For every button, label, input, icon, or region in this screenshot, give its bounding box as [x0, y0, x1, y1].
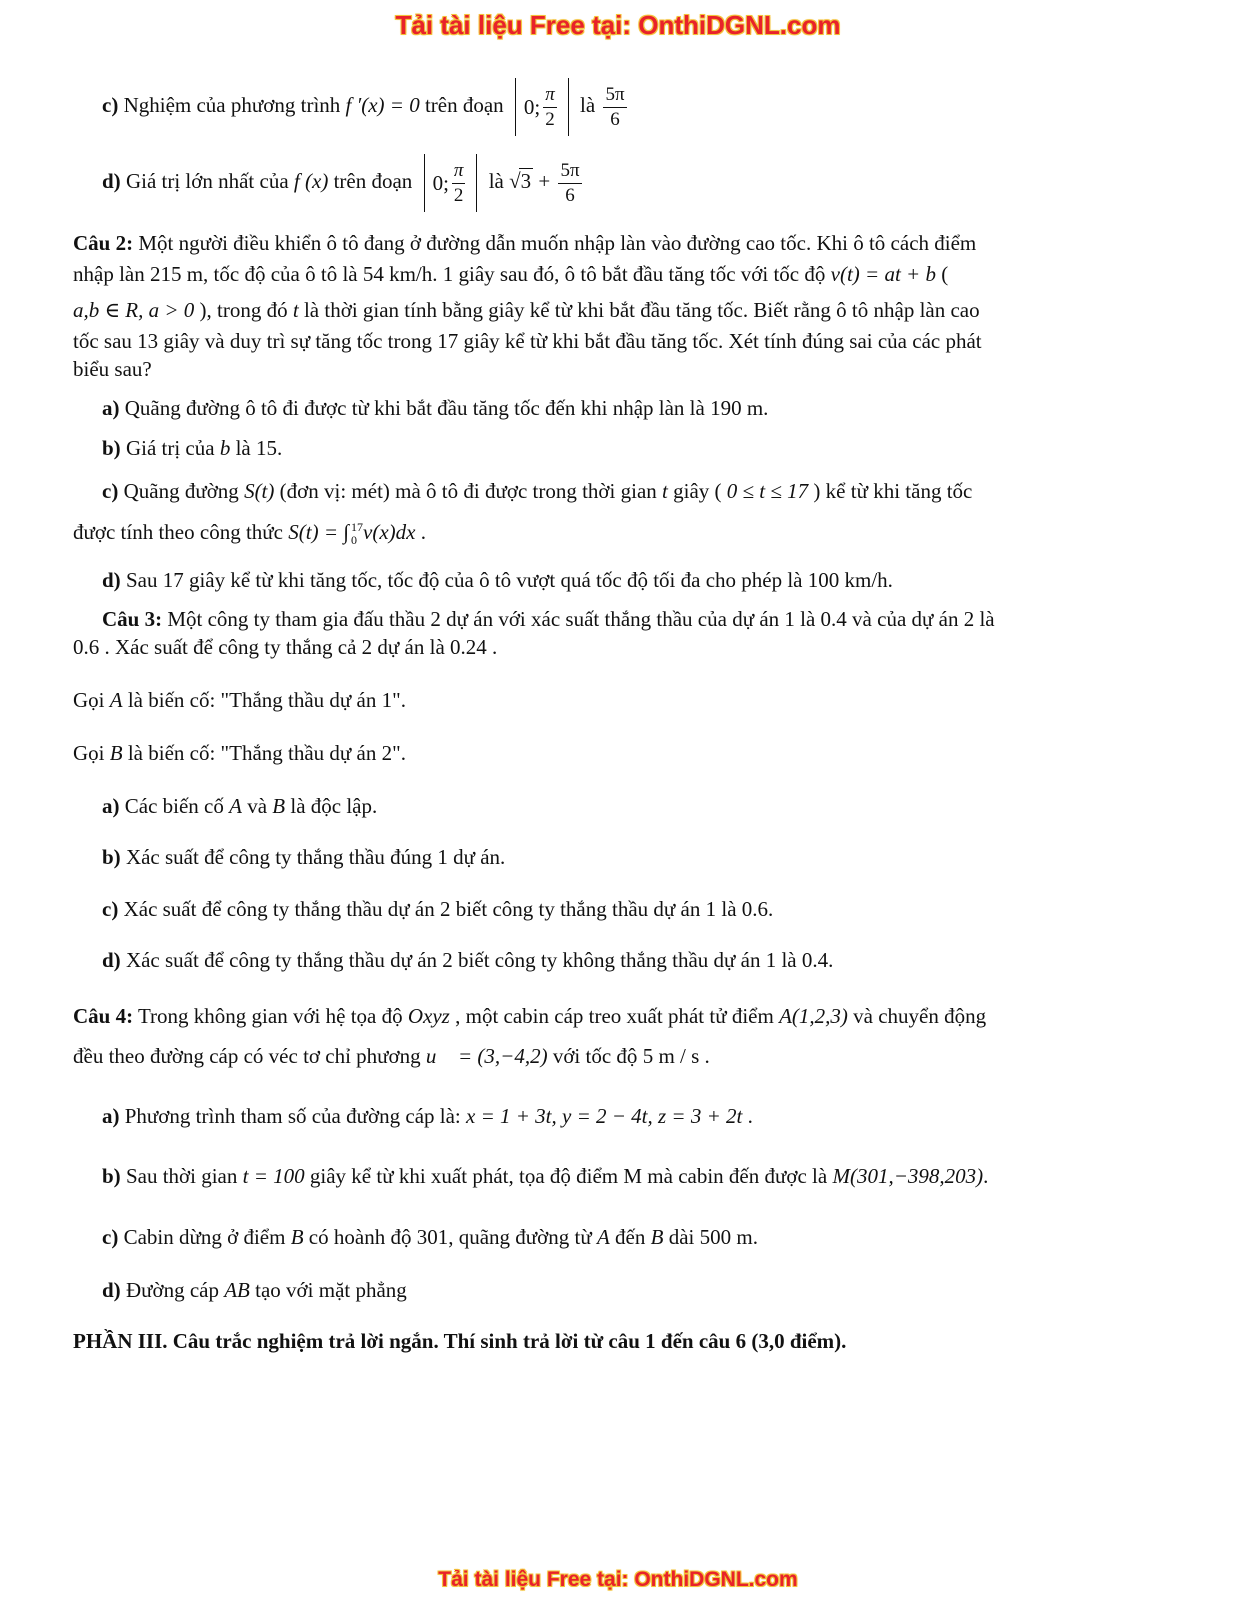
- part3-heading: PHẦN III. Câu trắc nghiệm trả lời ngắn. Thí sinh trả lời từ câu 1 đến câu 6 (3,0 điểm).: [73, 1329, 847, 1353]
- interval: 0; $\frac{\pi}{2}$: [515, 78, 569, 136]
- q1-item-c: c) Nghiệm của phương trình f ′(x) = 0 trên đoạn 0; $\frac{\pi}{2}$ là $\frac{5\pi}{6}$: [102, 78, 630, 136]
- q3-item-a: a) Các biến cố A và B là độc lập.: [102, 794, 378, 818]
- q4-item-c: c) Cabin dừng ở điểm B có hoành độ 301, quãng đường từ A đến B dài 500 m.: [102, 1225, 758, 1249]
- interval: 0; $\frac{\pi}{2}$: [424, 154, 478, 212]
- q3-item-d: d) Xác suất để công ty thắng thầu dự án 2 biết công ty không thắng thầu dự án 1 là 0.4.: [102, 948, 834, 972]
- q2-item-c-formula: được tính theo công thức S(t) = ∫ 17 0 v(x)dx .: [73, 520, 426, 548]
- header-banner[interactable]: Tải tài liệu Free tại: OnthiDGNL.com: [395, 10, 841, 40]
- q4-intro-line2: đều theo đường cáp có véc tơ chỉ phương u⃗ = (3,−4,2) với tốc độ 5 m / s .: [73, 1044, 710, 1068]
- q4-item-b: b) Sau thời gian t = 100 giây kể từ khi xuất phát, tọa độ điểm M mà cabin đến được là M(301,−398,203).: [102, 1164, 989, 1188]
- q2-intro-line2: nhập làn 215 m, tốc độ của ô tô là 54 km/h. 1 giây sau đó, ô tô bắt đầu tăng tốc với tốc độ v(t) = at + b (: [73, 262, 949, 286]
- q3-intro-line1: Câu 3: Một công ty tham gia đấu thầu 2 dự án với xác suất thắng thầu của dự án 1 là 0.4 và của dự án 2 là: [102, 607, 995, 631]
- footer-banner[interactable]: Tải tài liệu Free tại: OnthiDGNL.com: [438, 1568, 798, 1591]
- q2-intro-line3: a,b ∈ R, a > 0 ), trong đó t là thời gian tính bằng giây kể từ khi bắt đầu tăng tốc. Biết rằng ô tô nhập làn cao: [73, 298, 980, 322]
- q2-item-c: c) Quãng đường S(t) (đơn vị: mét) mà ô tô đi được trong thời gian t giây ( 0 ≤ t ≤ 17 ) kể từ khi tăng tốc: [102, 479, 973, 503]
- q3-item-c: c) Xác suất để công ty thắng thầu dự án 2 biết công ty thắng thầu dự án 1 là 0.6.: [102, 897, 774, 921]
- result-fraction: $\frac{5\pi}{6}$: [605, 83, 625, 130]
- q2-intro-line1: Câu 2: Một người điều khiển ô tô đang ở đường dẫn muốn nhập làn vào đường cao tốc. Khi ô tô cách điểm: [73, 231, 977, 255]
- q2-item-b: b) Giá trị của b là 15.: [102, 436, 283, 460]
- q3-event-b: Gọi B là biến cố: "Thắng thầu dự án 2".: [73, 741, 406, 765]
- q3-intro-line2: 0.6 . Xác suất để công ty thắng cả 2 dự án là 0.24 .: [73, 635, 498, 659]
- result-fraction: $\frac{5\pi}{6}$: [560, 159, 580, 206]
- q3-event-a: Gọi A là biến cố: "Thắng thầu dự án 1".: [73, 688, 406, 712]
- q2-intro-line4: tốc sau 13 giây và duy trì sự tăng tốc trong 17 giây kể từ khi bắt đầu tăng tốc. Xét tính đúng sai của các phát: [73, 329, 982, 353]
- q2-intro-line5: biểu sau?: [73, 357, 152, 381]
- q3-item-b: b) Xác suất để công ty thắng thầu đúng 1 dự án.: [102, 845, 506, 869]
- q2-item-a: a) Quãng đường ô tô đi được từ khi bắt đầu tăng tốc đến khi nhập làn là 190 m.: [102, 396, 769, 420]
- q4-item-d: d) Đường cáp AB tạo với mặt phẳng: [102, 1278, 407, 1302]
- q1-item-d: d) Giá trị lớn nhất của f (x) trên đoạn 0; $\frac{\pi}{2}$ là √3 + $\frac{5\pi}{6}$: [102, 154, 585, 212]
- q4-intro-line1: Câu 4: Trong không gian với hệ tọa độ Oxyz , một cabin cáp treo xuất phát tử điểm A(1,2,3) và chuyển động: [73, 1004, 987, 1028]
- q4-item-a: a) Phương trình tham số của đường cáp là: x = 1 + 3t, y = 2 − 4t, z = 3 + 2t .: [102, 1104, 753, 1128]
- q2-item-d: d) Sau 17 giây kể từ khi tăng tốc, tốc độ của ô tô vượt quá tốc độ tối đa cho phép là 100 km/h.: [102, 568, 893, 592]
